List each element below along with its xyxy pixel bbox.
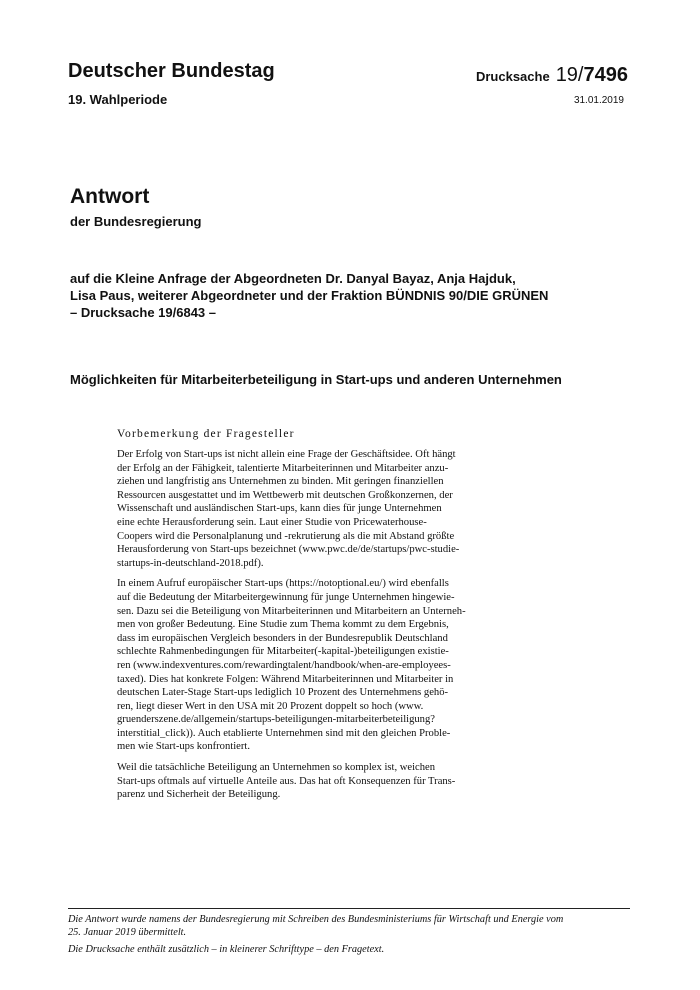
text-line: startups-in-deutschland-2018.pdf). (117, 557, 264, 569)
text-line: men wie Start-ups konfrontiert. (117, 741, 250, 753)
text-line: men von großer Bedeutung. Eine Studie zum Thema kommt zu dem Ergebnis, (117, 619, 449, 631)
text-line: auf die Bedeutung der Mitarbeitergewinnung für junge Unternehmen hingewie- (117, 591, 455, 603)
text-line: Der Erfolg von Start-ups ist nicht allein eine Frage der Geschäftsidee. Oft hängt (117, 449, 456, 460)
preface-paragraph (117, 577, 579, 754)
topic-heading: Möglichkeiten für Mitarbeiterbeteiligung in Start-ups und anderen Unternehmen (70, 372, 562, 387)
text-line: Weil die tatsächliche Beteiligung an Unternehmen so komplex ist, weichen (117, 762, 436, 774)
text-line: der Erfolg an der Fähigkeit, talentierte Mitarbeiterinnen und Mitarbeiter anzu- (117, 462, 449, 474)
inquiry-line: – Drucksache 19/6843 – (70, 305, 216, 320)
text-line: Ressourcen ausgestattet und im Wettbewerb mit deutschen Großkonzernen, der (117, 489, 453, 501)
preface-section (117, 428, 579, 809)
footer-notes (68, 914, 633, 957)
text-line: ren, liegt dieser Wert in den USA mit 20 Prozent doppelt so hoch (www. (117, 700, 424, 712)
text-line: Die Antwort wurde namens der Bundesregierung mit Schreiben des Bundesministeriums für Wirtschaft und Energie vom (68, 914, 564, 925)
document-number-label: Drucksache (475, 69, 550, 84)
preface-paragraph (117, 761, 579, 802)
preface-paragraph (117, 448, 579, 570)
text-line: dass im europäischen Vergleich besonders in der Bundesrepublik Deutschland (117, 632, 448, 644)
inquiry-line: auf die Kleine Anfrage der Abgeordneten Dr. Danyal Bayaz, Anja Hajduk, (70, 271, 516, 286)
text-line: gruenderszene.de/allgemein/startups-beteiligungen-mitarbeiterbeteiligung? (117, 714, 435, 726)
legislative-period: 19. Wahlperiode (68, 92, 168, 107)
text-line: taxed). Dies hat konkrete Folgen: Während Mitarbeiterinnen und Mitarbeiter in (117, 673, 454, 685)
text-line: Wissenschaft und ausländischen Start-ups, kann dies für junge Unternehmen (117, 503, 442, 515)
footer-divider (68, 908, 630, 909)
text-line: sen. Dazu sei die Beteiligung von Mitarbeiterinnen und Mitarbeitern an Unterneh- (117, 605, 466, 617)
document-date: 31.01.2019 (573, 95, 624, 106)
text-line: schlechte Rahmenbedingungen für Mitarbeiter(-kapital-)beteiligungen existie- (117, 646, 449, 658)
supplement-note: Die Drucksache enthält zusätzlich – in kleinerer Schrifttype – den Fragetext. (68, 944, 385, 955)
text-line: ziehen und langfristig ans Unternehmen zu binden. Mit geringen finanziellen (117, 476, 444, 488)
parliament-title: Deutscher Bundestag (68, 60, 275, 82)
text-line: interstitial_click)). Auch etablierte Unternehmen sind mit den gleichen Proble- (117, 727, 451, 739)
text-line: deutschen Later-Stage Start-ups lediglich 10 Prozent des Unternehmens gehö- (117, 687, 449, 699)
document-number-main: 7496 (583, 64, 628, 86)
answer-title: Antwort (70, 185, 150, 208)
text-line: eine echte Herausforderung sein. Laut einer Studie von Pricewaterhouse- (117, 516, 427, 528)
inquiry-reference (70, 270, 630, 321)
text-line: ren (www.indexventures.com/rewardingtalent/handbook/when-are-employees- (117, 659, 451, 671)
text-line: In einem Aufruf europäischer Start-ups (https://notoptional.eu/) wird ebenfalls (117, 578, 449, 590)
document-number-prefix: 19/ (555, 64, 584, 86)
inquiry-line: Lisa Paus, weiterer Abgeordneter und der Fraktion BÜNDNIS 90/DIE GRÜNEN (70, 288, 549, 303)
text-line: parenz und Sicherheit der Beteiligung. (117, 789, 281, 801)
text-line: Herausforderung von Start-ups bezeichnet (www.pwc.de/de/startups/pwc-studie- (117, 544, 460, 556)
transmission-note (68, 914, 633, 939)
document-number (476, 64, 628, 87)
preface-heading: Vorbemerkung der Fragesteller (117, 428, 295, 440)
text-line: Coopers wird die Personalplanung und -rekrutierung als die mit Abstand größte (117, 530, 455, 542)
answer-subtitle: der Bundesregierung (70, 214, 202, 229)
text-line: Start-ups oftmals auf virtuelle Anteile aus. Das hat oft Konsequenzen für Trans- (117, 775, 456, 787)
text-line: 25. Januar 2019 übermittelt. (68, 926, 187, 938)
